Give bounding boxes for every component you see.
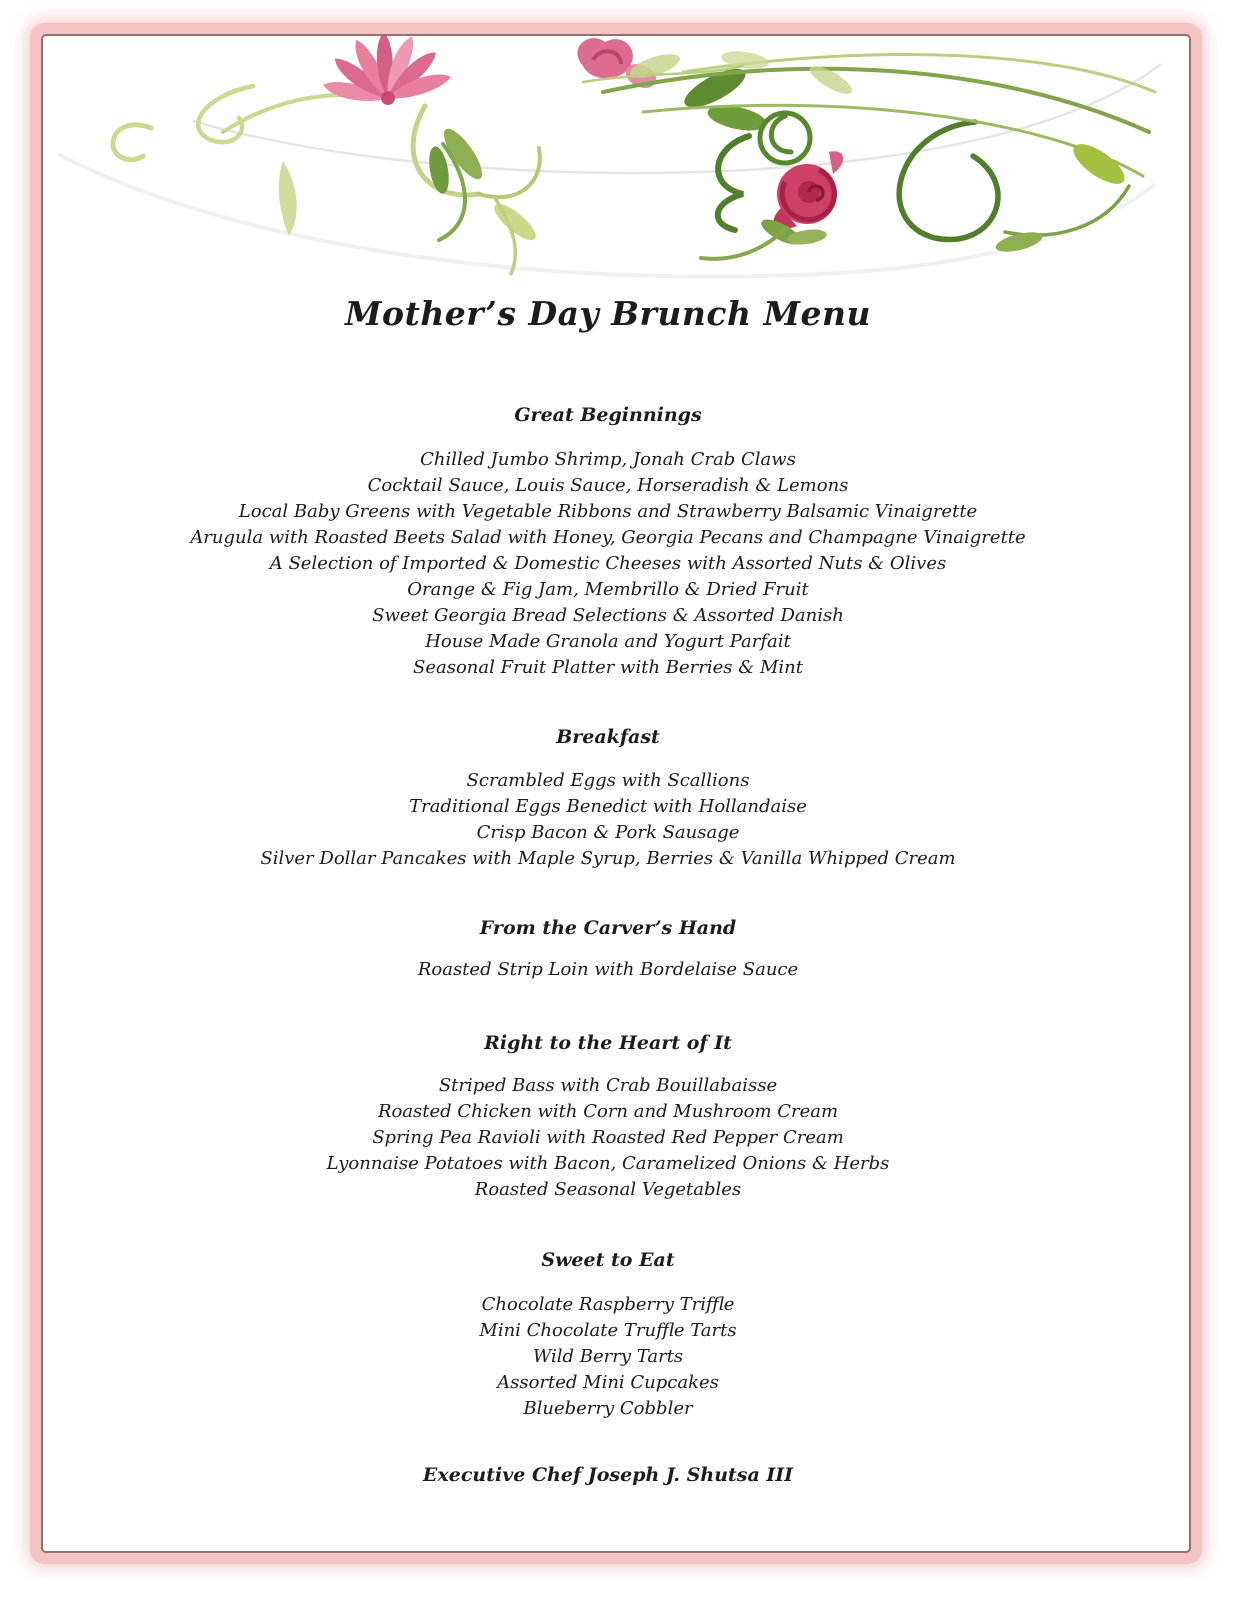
section-heading-breakfast: Breakfast xyxy=(556,726,660,748)
menu-item: Blueberry Cobbler xyxy=(523,1398,693,1419)
section-items-breakfast xyxy=(43,768,1173,872)
menu-item: Local Baby Greens with Vegetable Ribbons and Strawberry Balsamic Vinaigrette xyxy=(238,501,978,522)
section-items-carvers-hand xyxy=(43,957,1173,983)
menu-item: Roasted Strip Loin with Bordelaise Sauce xyxy=(417,959,799,980)
page-title: Mother’s Day Brunch Menu xyxy=(345,294,871,333)
menu-item: Lyonnaise Potatoes with Bacon, Caramelized Onions & Herbs xyxy=(326,1153,890,1174)
menu-item: Seasonal Fruit Platter with Berries & Mint xyxy=(413,657,803,678)
menu-item: Arugula with Roasted Beets Salad with Honey, Georgia Pecans and Champagne Vinaigrette xyxy=(190,527,1026,548)
menu-item: Roasted Seasonal Vegetables xyxy=(474,1179,742,1200)
section-items-sweet-to-eat xyxy=(43,1292,1173,1422)
menu-item: Crisp Bacon & Pork Sausage xyxy=(476,822,740,843)
menu-item: Scrambled Eggs with Scallions xyxy=(466,770,750,791)
menu-item: Orange & Fig Jam, Membrillo & Dried Fruit xyxy=(407,579,809,600)
section-heading-great-beginnings: Great Beginnings xyxy=(514,404,702,426)
menu-item: Striped Bass with Crab Bouillabaisse xyxy=(438,1075,778,1096)
menu-item: Chocolate Raspberry Triffle xyxy=(481,1294,735,1315)
menu-item: Mini Chocolate Truffle Tarts xyxy=(479,1320,737,1341)
menu-item: Wild Berry Tarts xyxy=(532,1346,684,1367)
menu-item: Traditional Eggs Benedict with Hollandaise xyxy=(409,796,807,817)
menu-item: Spring Pea Ravioli with Roasted Red Pepper Cream xyxy=(372,1127,844,1148)
section-heading-heart-of-it: Right to the Heart of It xyxy=(484,1032,732,1054)
menu-item: Cocktail Sauce, Louis Sauce, Horseradish & Lemons xyxy=(367,475,849,496)
chef-signature: Executive Chef Joseph J. Shutsa III xyxy=(422,1464,794,1486)
section-items-heart-of-it xyxy=(43,1073,1173,1203)
section-heading-carvers-hand: From the Carver’s Hand xyxy=(479,917,737,939)
menu-item: Roasted Chicken with Corn and Mushroom Cream xyxy=(377,1101,839,1122)
menu-item: Assorted Mini Cupcakes xyxy=(497,1372,719,1393)
menu-item: Silver Dollar Pancakes with Maple Syrup, Berries & Vanilla Whipped Cream xyxy=(260,848,956,869)
section-heading-sweet-to-eat: Sweet to Eat xyxy=(541,1249,675,1271)
menu-item: Chilled Jumbo Shrimp, Jonah Crab Claws xyxy=(420,449,796,470)
section-items-great-beginnings xyxy=(43,447,1173,681)
menu-item: A Selection of Imported & Domestic Cheeses with Assorted Nuts & Olives xyxy=(269,553,947,574)
menu-item: House Made Granola and Yogurt Parfait xyxy=(425,631,791,652)
document-page xyxy=(41,34,1191,1553)
menu-item: Sweet Georgia Bread Selections & Assorted Danish xyxy=(372,605,844,626)
